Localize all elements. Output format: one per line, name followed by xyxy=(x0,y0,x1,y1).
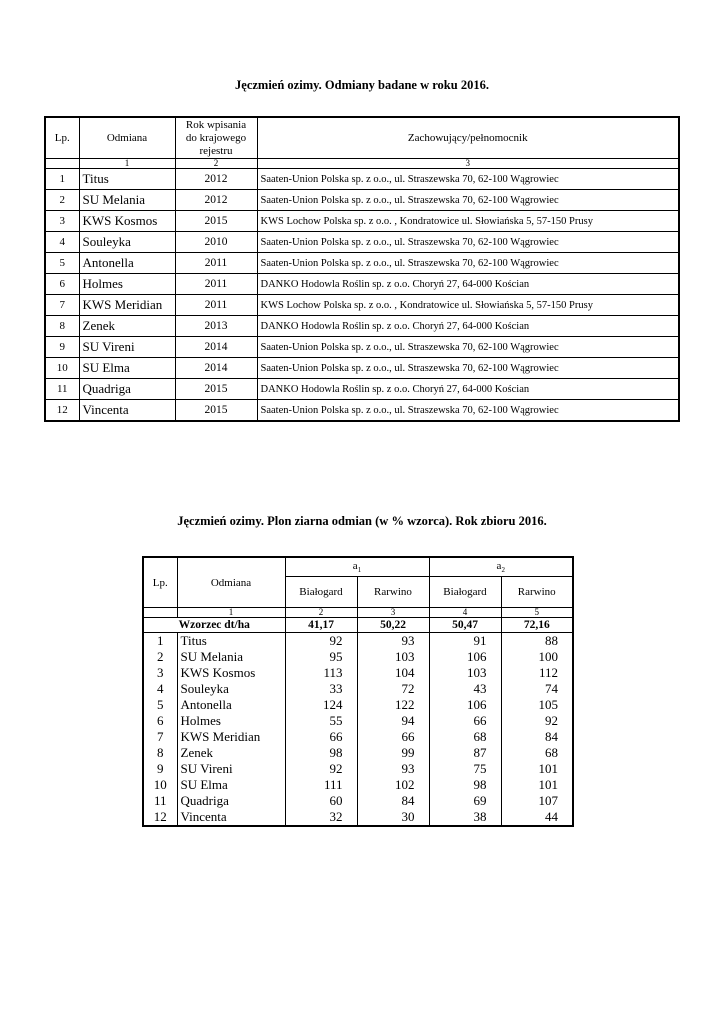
header-a2 xyxy=(429,557,573,577)
table1-body xyxy=(45,169,679,422)
row-year: 2015 xyxy=(175,211,257,232)
row-lp: 3 xyxy=(143,665,177,681)
row-year: 2015 xyxy=(175,400,257,422)
row-yield-value: 30 xyxy=(357,809,429,826)
row-yield-value: 92 xyxy=(285,633,357,650)
row-lp: 3 xyxy=(45,211,79,232)
row-yield-value: 74 xyxy=(501,681,573,697)
row-owner: Saaten-Union Polska sp. z o.o., ul. Straszewska 70, 62-100 Wągrowiec xyxy=(257,232,679,253)
row-year: 2011 xyxy=(175,295,257,316)
header-bialogard-1: Białogard xyxy=(285,577,357,608)
a1-base: a xyxy=(352,559,358,572)
row-yield-value: 66 xyxy=(357,729,429,745)
row-yield-value: 33 xyxy=(285,681,357,697)
table-row xyxy=(143,777,573,793)
row-yield-value: 32 xyxy=(285,809,357,826)
row-variety-name: SU Vireni xyxy=(79,337,175,358)
header-rok-line2: do krajowego xyxy=(185,131,247,144)
row-yield-value: 122 xyxy=(357,697,429,713)
row-variety-name: Titus xyxy=(79,169,175,190)
row-yield-value: 99 xyxy=(357,745,429,761)
wzorzec-label: Wzorzec dt/ha xyxy=(143,618,285,633)
row-lp: 1 xyxy=(143,633,177,650)
row-lp: 12 xyxy=(45,400,79,422)
row-yield-value: 94 xyxy=(357,713,429,729)
wzorzec-value: 72,16 xyxy=(501,618,573,633)
table-row xyxy=(143,745,573,761)
row-owner: KWS Lochow Polska sp. z o.o. , Kondratowice ul. Słowiańska 5, 57-150 Prusy xyxy=(257,295,679,316)
row-lp: 1 xyxy=(45,169,79,190)
row-variety-name: KWS Meridian xyxy=(177,729,285,745)
row-variety-name: Antonella xyxy=(79,253,175,274)
row-owner: DANKO Hodowla Roślin sp. z o.o. Choryń 27, 64-000 Kościan xyxy=(257,274,679,295)
row-variety-name: KWS Meridian xyxy=(79,295,175,316)
row-lp: 11 xyxy=(45,379,79,400)
wzorzec-value: 50,22 xyxy=(357,618,429,633)
row-owner: Saaten-Union Polska sp. z o.o., ul. Straszewska 70, 62-100 Wągrowiec xyxy=(257,400,679,422)
header-rok-line3: rejestru xyxy=(199,144,233,157)
row-variety-name: KWS Kosmos xyxy=(79,211,175,232)
row-lp: 9 xyxy=(45,337,79,358)
row-lp: 6 xyxy=(143,713,177,729)
row-yield-value: 88 xyxy=(501,633,573,650)
row-yield-value: 66 xyxy=(285,729,357,745)
col-number xyxy=(45,159,79,169)
wzorzec-value: 41,17 xyxy=(285,618,357,633)
table-row xyxy=(143,713,573,729)
wzorzec-row xyxy=(143,618,573,633)
row-yield-value: 66 xyxy=(429,713,501,729)
row-year: 2012 xyxy=(175,190,257,211)
row-yield-value: 113 xyxy=(285,665,357,681)
wzorzec-value: 50,47 xyxy=(429,618,501,633)
table-row xyxy=(45,379,679,400)
header-rarwino-1: Rarwino xyxy=(357,577,429,608)
table-row xyxy=(45,274,679,295)
row-variety-name: Quadriga xyxy=(177,793,285,809)
row-lp: 5 xyxy=(143,697,177,713)
row-variety-name: Holmes xyxy=(79,274,175,295)
row-owner: DANKO Hodowla Roślin sp. z o.o. Choryń 27, 64-000 Kościan xyxy=(257,379,679,400)
table-row xyxy=(143,649,573,665)
a2-base: a xyxy=(496,559,502,572)
table-row xyxy=(45,337,679,358)
row-yield-value: 98 xyxy=(429,777,501,793)
row-yield-value: 112 xyxy=(501,665,573,681)
table-row xyxy=(45,295,679,316)
table1-header-row xyxy=(45,117,679,159)
row-owner: Saaten-Union Polska sp. z o.o., ul. Straszewska 70, 62-100 Wągrowiec xyxy=(257,169,679,190)
table-row xyxy=(45,253,679,274)
a2-sub: 2 xyxy=(501,566,505,575)
row-yield-value: 60 xyxy=(285,793,357,809)
row-year: 2012 xyxy=(175,169,257,190)
col-number: 3 xyxy=(357,608,429,618)
row-lp: 9 xyxy=(143,761,177,777)
table2-body xyxy=(143,633,573,827)
row-variety-name: SU Melania xyxy=(177,649,285,665)
col-number: 1 xyxy=(177,608,285,618)
row-owner: Saaten-Union Polska sp. z o.o., ul. Straszewska 70, 62-100 Wągrowiec xyxy=(257,190,679,211)
header-rok-wpisania xyxy=(175,117,257,159)
row-owner: Saaten-Union Polska sp. z o.o., ul. Straszewska 70, 62-100 Wągrowiec xyxy=(257,358,679,379)
row-lp: 2 xyxy=(45,190,79,211)
row-lp: 5 xyxy=(45,253,79,274)
row-variety-name: KWS Kosmos xyxy=(177,665,285,681)
table1-column-numbers xyxy=(45,159,679,169)
a1-sub: 1 xyxy=(357,566,362,575)
varieties-table xyxy=(44,116,680,422)
row-variety-name: Vincenta xyxy=(79,400,175,422)
table-row xyxy=(143,665,573,681)
row-lp: 6 xyxy=(45,274,79,295)
header-odmiana: Odmiana xyxy=(79,117,175,159)
row-lp: 8 xyxy=(143,745,177,761)
header-a1 xyxy=(285,557,429,577)
row-variety-name: Zenek xyxy=(177,745,285,761)
header-rarwino-2: Rarwino xyxy=(501,577,573,608)
col-number xyxy=(143,608,177,618)
row-year: 2014 xyxy=(175,358,257,379)
col-number: 4 xyxy=(429,608,501,618)
table-row xyxy=(143,729,573,745)
row-yield-value: 95 xyxy=(285,649,357,665)
row-yield-value: 38 xyxy=(429,809,501,826)
row-variety-name: SU Elma xyxy=(79,358,175,379)
row-yield-value: 106 xyxy=(429,649,501,665)
row-yield-value: 69 xyxy=(429,793,501,809)
col-number: 2 xyxy=(285,608,357,618)
row-lp: 4 xyxy=(45,232,79,253)
row-yield-value: 102 xyxy=(357,777,429,793)
row-yield-value: 107 xyxy=(501,793,573,809)
row-yield-value: 87 xyxy=(429,745,501,761)
table-row xyxy=(45,169,679,190)
table-row xyxy=(143,697,573,713)
row-yield-value: 124 xyxy=(285,697,357,713)
row-yield-value: 84 xyxy=(357,793,429,809)
row-variety-name: Quadriga xyxy=(79,379,175,400)
row-variety-name: SU Elma xyxy=(177,777,285,793)
row-year: 2011 xyxy=(175,274,257,295)
row-yield-value: 105 xyxy=(501,697,573,713)
row-yield-value: 103 xyxy=(357,649,429,665)
yield-table xyxy=(142,556,574,827)
row-yield-value: 44 xyxy=(501,809,573,826)
row-yield-value: 93 xyxy=(357,633,429,650)
table-row xyxy=(143,681,573,697)
row-yield-value: 92 xyxy=(501,713,573,729)
row-lp: 12 xyxy=(143,809,177,826)
table-row xyxy=(143,809,573,826)
row-lp: 2 xyxy=(143,649,177,665)
header-rok-line1: Rok wpisania xyxy=(185,118,247,131)
row-lp: 10 xyxy=(143,777,177,793)
row-yield-value: 75 xyxy=(429,761,501,777)
row-variety-name: Vincenta xyxy=(177,809,285,826)
row-yield-value: 72 xyxy=(357,681,429,697)
row-variety-name: Souleyka xyxy=(79,232,175,253)
row-lp: 4 xyxy=(143,681,177,697)
row-variety-name: Holmes xyxy=(177,713,285,729)
row-year: 2011 xyxy=(175,253,257,274)
table-row xyxy=(45,232,679,253)
row-year: 2010 xyxy=(175,232,257,253)
row-lp: 10 xyxy=(45,358,79,379)
table-row xyxy=(143,633,573,650)
row-lp: 7 xyxy=(45,295,79,316)
row-yield-value: 98 xyxy=(285,745,357,761)
row-owner: KWS Lochow Polska sp. z o.o. , Kondratowice ul. Słowiańska 5, 57-150 Prusy xyxy=(257,211,679,232)
row-year: 2015 xyxy=(175,379,257,400)
header-zachowujacy: Zachowujący/pełnomocnik xyxy=(257,117,679,159)
row-yield-value: 111 xyxy=(285,777,357,793)
table2-header-row-a xyxy=(143,557,573,577)
table-row xyxy=(45,358,679,379)
row-variety-name: Titus xyxy=(177,633,285,650)
row-yield-value: 68 xyxy=(429,729,501,745)
row-year: 2014 xyxy=(175,337,257,358)
header-bialogard-2: Białogard xyxy=(429,577,501,608)
row-yield-value: 104 xyxy=(357,665,429,681)
table1-title: Jęczmień ozimy. Odmiany badane w roku 2016. xyxy=(235,78,489,92)
row-lp: 8 xyxy=(45,316,79,337)
row-yield-value: 101 xyxy=(501,777,573,793)
row-year: 2013 xyxy=(175,316,257,337)
row-yield-value: 43 xyxy=(429,681,501,697)
row-yield-value: 103 xyxy=(429,665,501,681)
row-owner: Saaten-Union Polska sp. z o.o., ul. Straszewska 70, 62-100 Wągrowiec xyxy=(257,253,679,274)
row-variety-name: Souleyka xyxy=(177,681,285,697)
table-row xyxy=(45,316,679,337)
row-variety-name: Zenek xyxy=(79,316,175,337)
row-owner: Saaten-Union Polska sp. z o.o., ul. Straszewska 70, 62-100 Wągrowiec xyxy=(257,337,679,358)
col-number: 1 xyxy=(79,159,175,169)
row-yield-value: 92 xyxy=(285,761,357,777)
row-yield-value: 84 xyxy=(501,729,573,745)
row-variety-name: Antonella xyxy=(177,697,285,713)
row-yield-value: 91 xyxy=(429,633,501,650)
row-lp: 11 xyxy=(143,793,177,809)
table-row xyxy=(143,761,573,777)
row-yield-value: 93 xyxy=(357,761,429,777)
header-odmiana: Odmiana xyxy=(177,557,285,608)
col-number: 3 xyxy=(257,159,679,169)
table2-column-numbers xyxy=(143,608,573,618)
table-row xyxy=(45,190,679,211)
row-yield-value: 55 xyxy=(285,713,357,729)
table-row xyxy=(45,400,679,422)
header-lp: Lp. xyxy=(45,117,79,159)
col-number: 2 xyxy=(175,159,257,169)
row-variety-name: SU Melania xyxy=(79,190,175,211)
row-yield-value: 101 xyxy=(501,761,573,777)
table-row xyxy=(45,211,679,232)
row-yield-value: 100 xyxy=(501,649,573,665)
row-yield-value: 68 xyxy=(501,745,573,761)
row-owner: DANKO Hodowla Roślin sp. z o.o. Choryń 27, 64-000 Kościan xyxy=(257,316,679,337)
col-number: 5 xyxy=(501,608,573,618)
row-variety-name: SU Vireni xyxy=(177,761,285,777)
table-row xyxy=(143,793,573,809)
table2-title: Jęczmień ozimy. Plon ziarna odmian (w % wzorca). Rok zbioru 2016. xyxy=(177,514,547,528)
row-lp: 7 xyxy=(143,729,177,745)
row-yield-value: 106 xyxy=(429,697,501,713)
header-lp: Lp. xyxy=(143,557,177,608)
